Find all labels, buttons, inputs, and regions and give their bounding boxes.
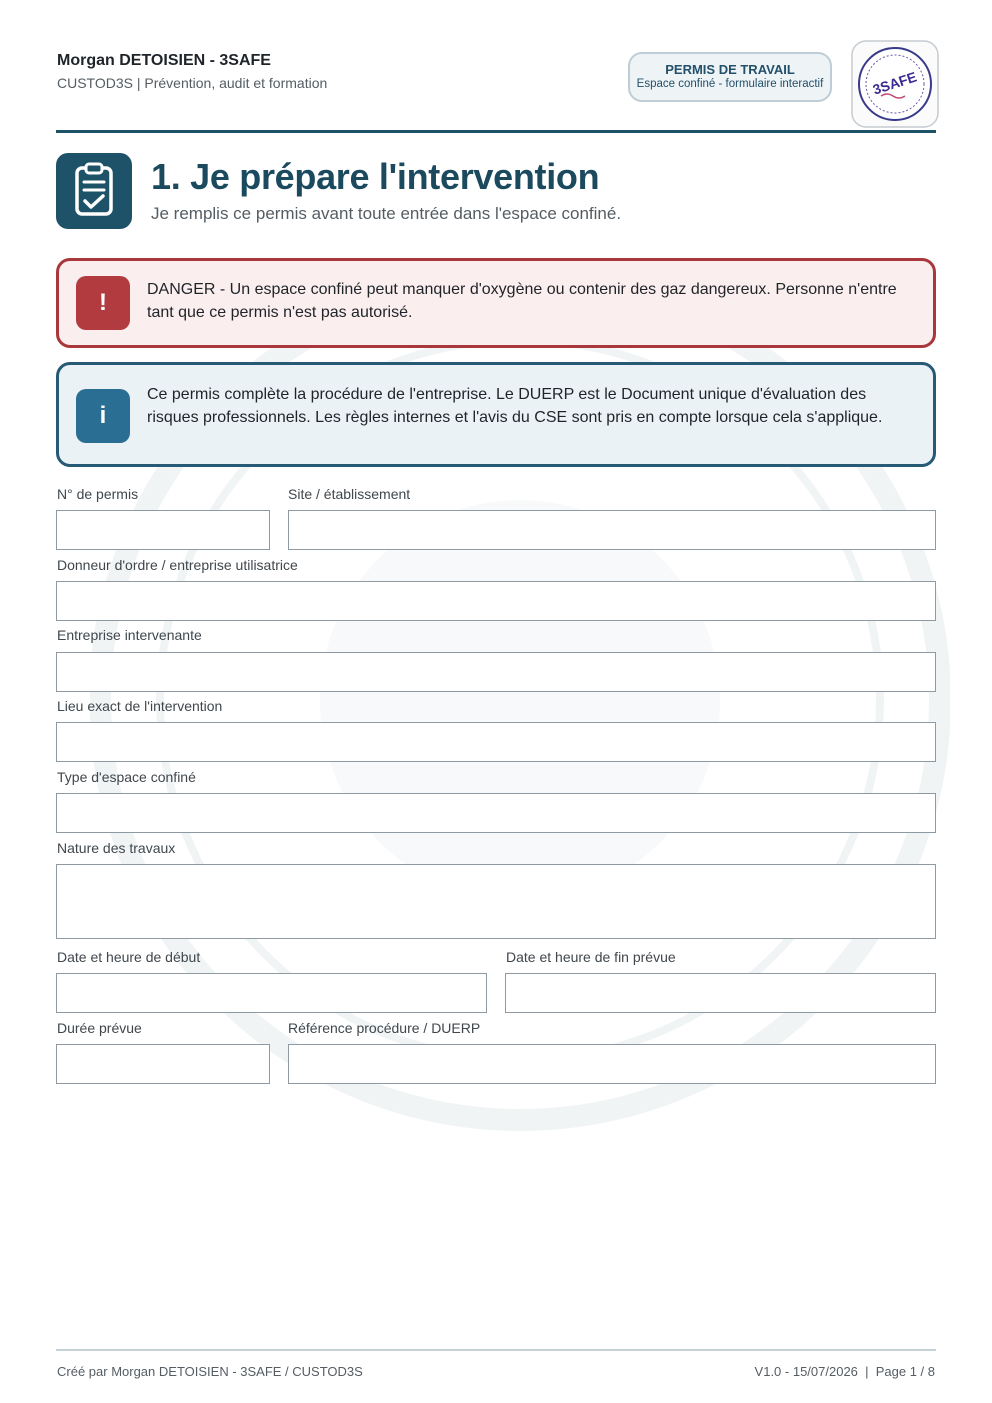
logo-text: 3SAFE — [870, 68, 919, 98]
footer-version-page: V1.0 - 15/07/2026 | Page 1 / 8 — [754, 1364, 935, 1379]
section-title: 1. Je prépare l'intervention — [151, 156, 600, 197]
danger-alert — [56, 258, 936, 348]
space-type-field[interactable] — [56, 793, 936, 833]
info-icon: i — [76, 389, 130, 443]
end-label: Date et heure de fin prévue — [506, 949, 676, 965]
company-logo — [851, 40, 939, 128]
work-nature-field[interactable] — [56, 864, 936, 939]
contractor-label: Entreprise intervenante — [57, 627, 202, 643]
location-label: Lieu exact de l'intervention — [57, 698, 223, 714]
permit-number-field[interactable] — [56, 510, 270, 550]
procedure-ref-label: Référence procédure / DUERP — [288, 1020, 481, 1036]
badge-title: PERMIS DE TRAVAIL — [665, 62, 795, 77]
duration-label: Durée prévue — [57, 1020, 142, 1036]
procedure-ref-field[interactable] — [288, 1044, 936, 1084]
end-datetime-field[interactable] — [505, 973, 936, 1013]
badge-subtitle: Espace confiné - formulaire interactif — [636, 78, 824, 90]
footer-divider — [56, 1349, 936, 1351]
document-type-badge — [628, 52, 832, 102]
info-alert — [56, 362, 936, 467]
author-name: Morgan DETOISIEN - 3SAFE — [57, 52, 271, 69]
permit-number-label: N° de permis — [57, 486, 139, 502]
site-label: Site / établissement — [288, 486, 411, 502]
clipboard-check-icon — [56, 153, 132, 229]
danger-alert-text: DANGER - Un espace confiné peut manquer d'oxygène ou contenir des gaz dangereux. Personne n'entre tant que ce permis n'est pas autorisé. — [147, 281, 897, 321]
space-type-label: Type d'espace confiné — [57, 769, 196, 785]
start-datetime-field[interactable] — [56, 973, 487, 1013]
client-label: Donneur d'ordre / entreprise utilisatrice — [57, 557, 298, 573]
site-field[interactable] — [288, 510, 936, 550]
company-subtitle: CUSTOD3S | Prévention, audit et formation — [57, 75, 328, 91]
header-divider — [56, 130, 936, 133]
info-alert-text: Ce permis complète la procédure de l'entreprise. Le DUERP est le Document unique d'évaluation des risques professionnels. Les règles internes et l'avis du CSE sont pris en compte lorsque cela s'applique. — [147, 386, 883, 426]
contractor-field[interactable] — [56, 652, 936, 692]
location-field[interactable] — [56, 722, 936, 762]
section-subtitle: Je remplis ce permis avant toute entrée dans l'espace confiné. — [151, 204, 622, 223]
exclamation-icon: ! — [76, 276, 130, 330]
work-nature-label: Nature des travaux — [57, 840, 176, 856]
start-label: Date et heure de début — [57, 949, 201, 965]
footer-credit: Créé par Morgan DETOISIEN - 3SAFE / CUSTOD3S — [57, 1364, 363, 1379]
client-field[interactable] — [56, 581, 936, 621]
duration-field[interactable] — [56, 1044, 270, 1084]
